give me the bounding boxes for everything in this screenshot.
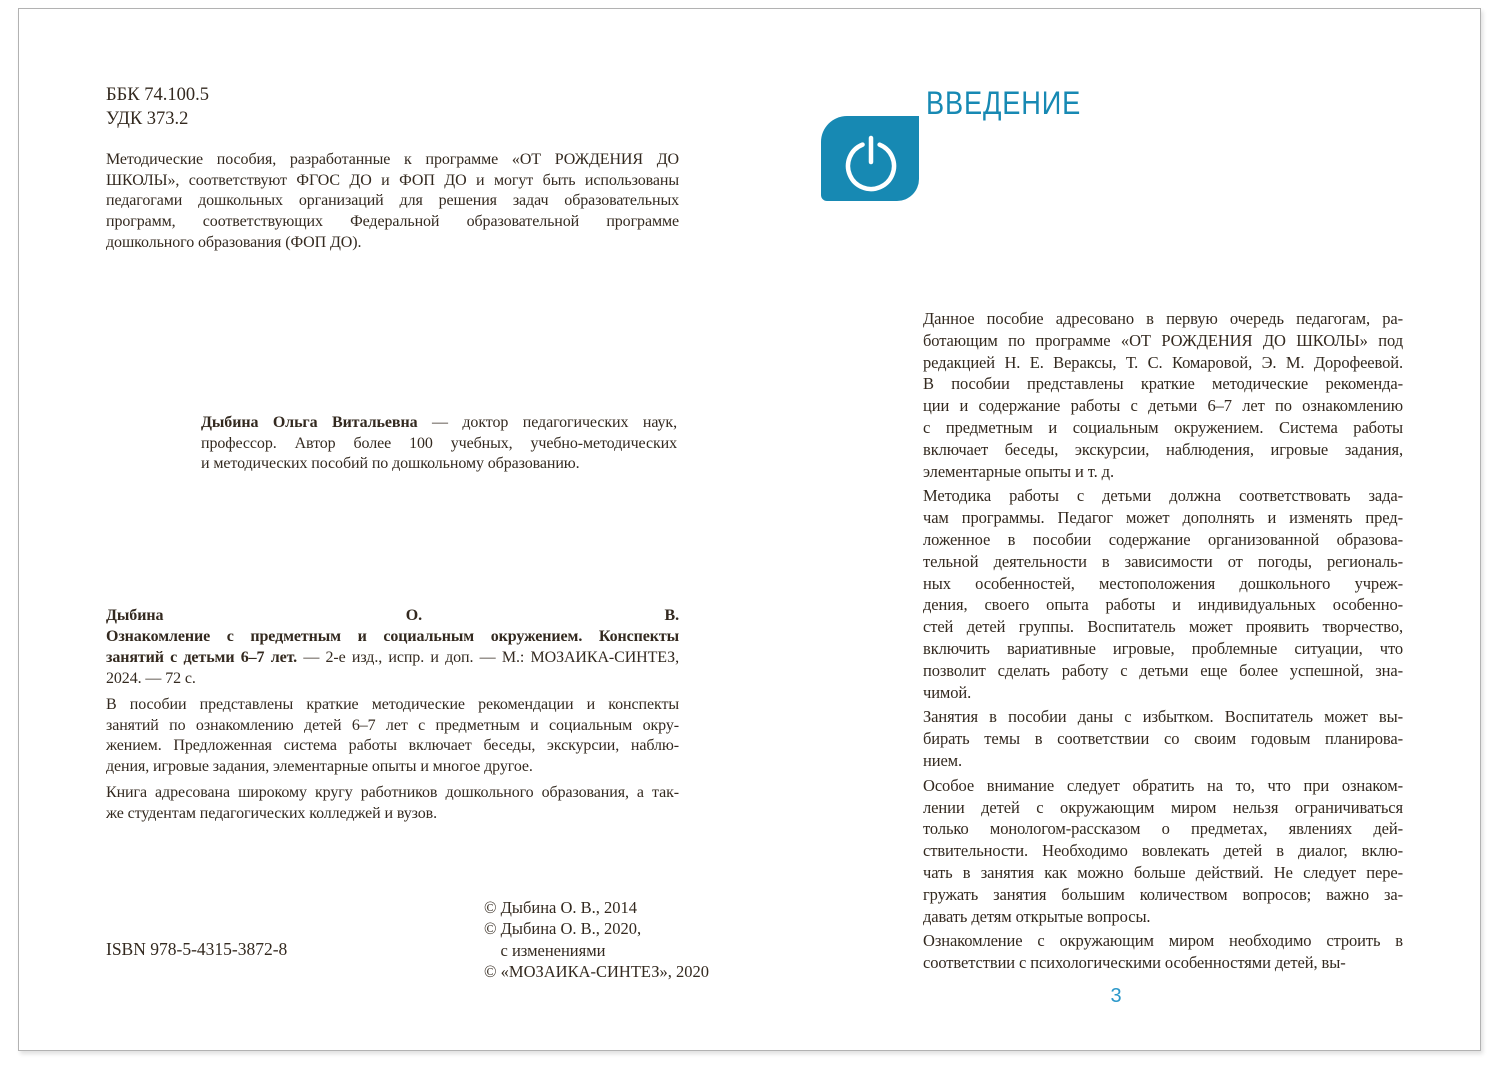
text-line: бирать темы в соответствии со своим годовым планирова- [923,729,1403,749]
text-line: элементарные опыты и т. д. [923,461,1114,481]
annotation-paragraph [106,695,679,777]
text-line: 2024. — 72 с. [106,670,196,687]
text-line: дения, своего опыта работы и индивидуальных особенно- [923,595,1403,615]
text-line: чам программы. Педагог может дополнять и изменять пред- [923,508,1403,528]
copyright-block [484,897,709,982]
text-line: ШКОЛЫ», соответствуют ФГОС ДО и ФОП ДО и могут быть использованы [106,171,679,189]
text-line: включить вариативные игровые, проблемные ситуации, что [923,638,1403,658]
text-line: ложенное в пособии содержание организованной образова- [923,529,1403,549]
text-line: включает беседы, экскурсии, наблюдения, игровые задания, [923,439,1403,459]
text-line: © «МОЗАИКА-СИНТЕЗ», 2020 [484,961,709,981]
series-note-paragraph [106,150,679,254]
text-line: профессор. Автор более 100 учебных, учебно-методических [201,434,677,452]
text-line: с предметным и социальным окружением. Система работы [923,417,1403,437]
text-line: дошкольного образования (ФОП ДО). [106,233,362,251]
text-line [106,647,679,668]
text-line [106,605,679,626]
text-line: ных особенностей, местоположения дошкольного учреж- [923,573,1403,593]
text-line: дения, игровые задания, элементарные опыты и многое другое. [106,757,533,775]
text-line: чать в занятия как можно больше действий. Не следует пере- [923,862,1403,882]
text-line: ББК 74.100.5 [106,85,209,105]
text-line: Ознакомление с окружающим миром необходимо строить в [923,931,1403,951]
text-line: и методических пособий по дошкольному образованию. [201,455,580,473]
text-line: давать детям открытые вопросы. [923,906,1151,926]
classification-codes [106,83,209,131]
text-line: © Дыбина О. В., 2014 [484,898,638,917]
bibliographic-record [106,605,679,689]
text-line: Книга адресована широкому кругу работников дошкольного образования, а так- [106,784,679,801]
text-line: ботающим по программе «ОТ РОЖДЕНИЯ ДО ШКОЛЫ» под [923,330,1403,350]
paragraph [923,706,1403,771]
plain-text: — доктор педагогических наук, [417,414,677,431]
bold-text: Дыбина Ольга Витальевна [201,414,418,431]
page-number: 3 [1110,985,1122,1007]
text-line: Методические пособия, разработанные к программе «ОТ РОЖДЕНИЯ ДО [106,151,679,168]
text-line: стей детей группы. Воспитатель может проявить творчество, [923,617,1403,637]
paragraph [923,485,1403,703]
text-line: гружать занятия большим количеством вопросов; важно за- [923,884,1403,904]
bold-text: Ознакомление с предметным и социальным окружением. Конспекты [106,628,679,645]
text-line: тельной деятельности в зависимости от погоды, региональ- [923,551,1403,571]
text-line: занятий по ознакомлению детей 6–7 лет с предметным и социальным окру- [106,716,679,734]
text-line: В пособии представлены краткие методические рекомендации и конспекты [106,696,679,713]
text-line [201,413,677,434]
text-line: редакцией Н. Е. Вераксы, Т. С. Комаровой, Э. М. Дорофеевой. [923,352,1403,372]
text-line: лении детей с окружающим миром нельзя ограничиваться [923,797,1403,817]
chapter-heading: ВВЕДЕНИЕ [926,85,1082,121]
text-line: чимой. [923,682,972,702]
text-line: ции и содержание работы с детьми 6–7 лет по ознакомлению [923,396,1403,416]
text-line: Особое внимание следует обратить на то, что при ознаком- [923,775,1403,795]
paragraph [923,930,1403,974]
chapter-icon-badge [821,116,919,201]
text-line: ствительности. Необходимо вовлекать детей в диалог, вклю- [923,841,1403,861]
text-line: Методика работы с детьми должна соответствовать зада- [923,486,1403,506]
introduction-text [923,308,1403,977]
book-spread-sheet [18,8,1481,1051]
bold-text: Дыбина О. В. [106,607,679,624]
text-line: соответствии с психологическими особенностями детей, вы- [923,953,1346,973]
paragraph [923,308,1403,482]
power-icon [821,116,919,201]
text-line: педагогами дошкольных организаций для решения задач образовательных [106,192,679,210]
paragraph [923,775,1403,928]
text-line: же студентам педагогических колледжей и вузов. [106,804,438,822]
text-line: УДК 373.2 [106,109,189,129]
bibliographic-block [106,605,679,830]
text-line: позволит сделать работу с детьми еще более успешной, зна- [923,660,1403,680]
text-line: с изменениями [484,940,606,960]
text-line: нием. [923,750,963,770]
isbn: ISBN 978-5-4315-3872-8 [106,939,288,959]
text-line: только монологом-рассказом о предметах, явлениях дей- [923,819,1403,839]
bold-text: занятий с детьми 6–7 лет. [106,649,298,666]
plain-text: — 2-е изд., испр. и доп. — М.: МОЗАИКА-СИНТЕЗ, [297,649,679,666]
text-line: Занятия в пособии даны с избытком. Воспитатель может вы- [923,707,1403,727]
text-line: жением. Предложенная система работы включает беседы, экскурсии, наблю- [106,737,679,754]
author-bio [201,413,677,475]
text-line: Данное пособие адресовано в первую очередь педагогам, ра- [923,309,1403,328]
text-line: В пособии представлены краткие методические рекоменда- [923,374,1403,394]
text-line: © Дыбина О. В., 2020, [484,919,642,939]
text-line [106,626,679,647]
audience-paragraph [106,783,679,824]
text-line: программ, соответствующих Федеральной образовательной программе [106,213,679,231]
